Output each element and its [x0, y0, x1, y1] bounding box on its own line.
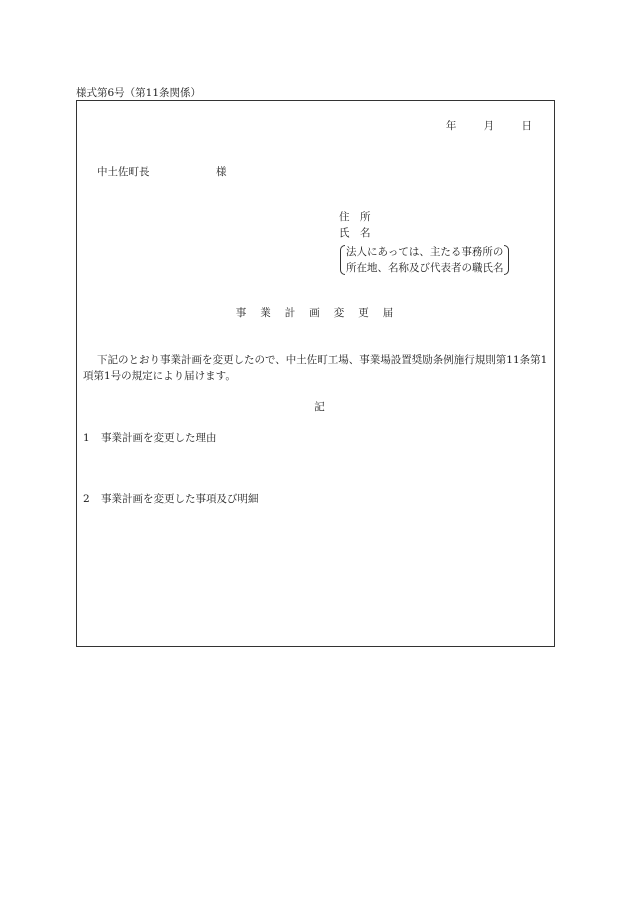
addressee-honorific: 様 [216, 166, 227, 178]
corporate-note [340, 244, 509, 276]
right-bracket [504, 245, 509, 275]
form-number: 様式第6号（第11条関係） [76, 87, 202, 99]
item-1-label: 事業計画を変更した理由 [101, 432, 217, 444]
corporate-note-line-2: 所在地、名称及び代表者の職氏名 [346, 262, 504, 274]
addressee-name: 中土佐町長 [97, 166, 150, 178]
body-text: 下記のとおり事業計画を変更したので、中土佐町工場、事業場設置奨励条例施行規則第11条第1項第1号の規定により届けます。 [83, 354, 548, 382]
item-1 [83, 433, 217, 444]
document-title: 事業計画変更届 [235, 307, 408, 319]
date-year: 年 [445, 120, 457, 132]
date-day: 日 [521, 120, 532, 132]
corporate-note-line-1: 法人にあっては、主たる事務所の [346, 246, 504, 258]
date-line [446, 121, 532, 132]
item-1-number: 1 [83, 432, 90, 444]
item-2-number: 2 [83, 493, 90, 505]
item-2 [83, 494, 259, 505]
form-frame [76, 100, 555, 647]
name-label: 氏 名 [339, 227, 371, 239]
date-month: 月 [483, 120, 495, 132]
left-bracket [340, 245, 345, 275]
ki-heading: 記 [314, 401, 325, 413]
address-label: 住 所 [339, 211, 371, 223]
item-2-label: 事業計画を変更した事項及び明細 [101, 493, 259, 505]
